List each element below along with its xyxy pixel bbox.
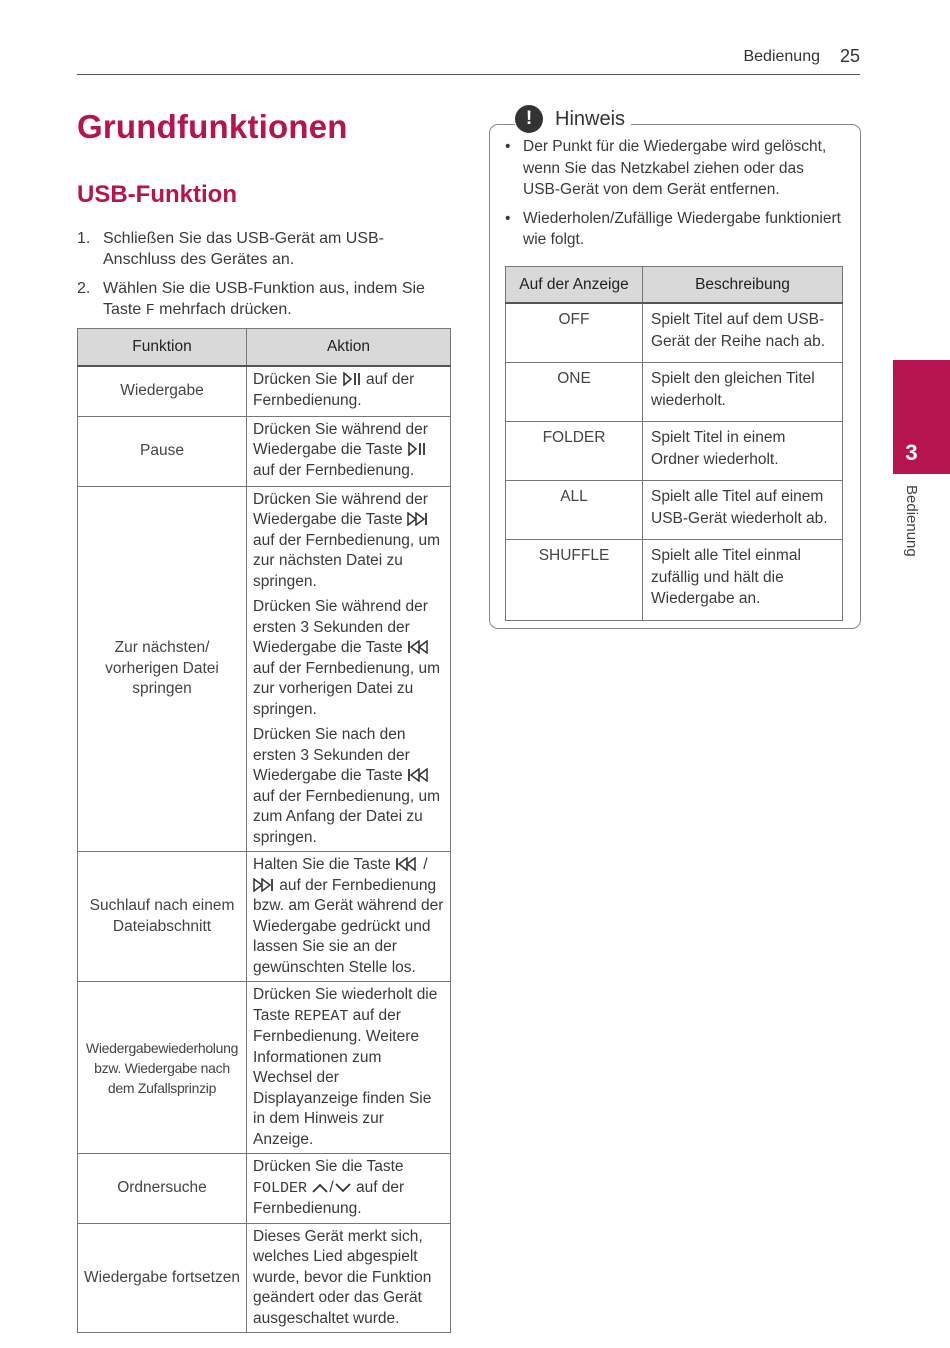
description-cell: Spielt den gleichen Titel wiederholt. <box>643 363 843 422</box>
display-cell: ONE <box>506 363 643 422</box>
action-paragraph <box>253 597 444 720</box>
function-cell: Wiedergabe <box>78 366 247 416</box>
step-number: 2. <box>77 280 91 297</box>
function-cell: Pause <box>78 416 247 486</box>
note-bullet: • Wiederholen/Zufällige Wiedergabe funktioniert wie folgt. <box>505 208 845 251</box>
key-label: REPEAT <box>294 1007 349 1025</box>
function-cell: Zur nächsten/ vorherigen Datei springen <box>78 486 247 852</box>
steps-list <box>77 228 452 329</box>
display-cell: FOLDER <box>506 422 643 481</box>
exclamation-icon: ! <box>515 105 543 133</box>
action-text: Halten Sie die Taste <box>253 856 395 873</box>
chapter-number: 3 <box>905 440 918 465</box>
table-row <box>506 303 843 363</box>
key-label: F <box>145 302 155 319</box>
table-header-row <box>78 329 451 367</box>
skip-previous-icon <box>407 640 429 654</box>
table-row <box>78 486 451 852</box>
note-bullet: • Der Punkt für die Wiedergabe wird gelöscht, wenn Sie das Netzkabel ziehen oder das USB-Gerät von dem Gerät entfernen. <box>505 136 845 201</box>
action-text: Drücken Sie <box>253 371 342 388</box>
slash-separator: / <box>329 1178 334 1196</box>
action-text: Drücken Sie während der ersten 3 Sekunden der Wiedergabe die Taste <box>253 598 428 656</box>
chevron-down-icon <box>334 1182 352 1194</box>
action-text: auf der Fernbedienung bzw. am Gerät während der Wiedergabe gedrückt und lassen Sie sie an der gewünschten Stelle los. <box>253 876 444 976</box>
function-cell: Wiedergabewiederholung bzw. Wiedergabe nach dem Zufallsprinzip <box>78 982 247 1154</box>
action-cell <box>247 416 451 486</box>
description-cell: Spielt Titel auf dem USB-Gerät der Reihe nach ab. <box>643 303 843 363</box>
chapter-label: Bedienung <box>903 485 920 557</box>
column-header: Beschreibung <box>643 267 843 304</box>
chevron-up-icon <box>311 1182 329 1194</box>
table-header-row <box>506 267 843 304</box>
display-cell: ALL <box>506 481 643 540</box>
play-pause-icon <box>342 372 362 386</box>
table-row <box>78 1154 451 1224</box>
table-row <box>506 481 843 540</box>
note-label: Hinweis <box>555 107 626 130</box>
header-section: Bedienung <box>743 48 820 65</box>
note-bullets <box>505 136 845 258</box>
step-text: mehrfach drücken. <box>154 301 292 318</box>
skip-previous-icon <box>395 857 419 871</box>
action-text: Drücken Sie während der Wiedergabe die Taste <box>253 420 428 458</box>
action-text: auf der Fernbedienung. <box>253 1178 405 1217</box>
slash-separator: / <box>418 856 428 873</box>
table-row <box>78 416 451 486</box>
step-text: Wählen Sie die USB-Funktion aus, indem Sie Taste <box>103 280 425 318</box>
page-title: Grundfunktionen <box>77 108 348 145</box>
play-pause-icon <box>407 442 427 456</box>
action-cell: Dieses Gerät merkt sich, welches Lied abgespielt wurde, bevor die Funktion geändert oder das Gerät ausgeschaltet wurde. <box>247 1223 451 1333</box>
action-paragraph <box>253 490 444 593</box>
action-text: Drücken Sie die Taste <box>253 1158 404 1175</box>
page-number: 25 <box>839 46 860 66</box>
page-header <box>77 40 860 75</box>
action-cell <box>247 852 451 982</box>
step-item <box>77 228 452 270</box>
action-cell <box>247 1154 451 1224</box>
skip-previous-icon <box>407 768 429 782</box>
action-cell <box>247 982 451 1154</box>
skip-next-icon <box>253 878 275 892</box>
key-label: FOLDER <box>253 1179 308 1197</box>
function-table <box>77 328 451 1333</box>
function-cell: Ordnersuche <box>78 1154 247 1224</box>
function-cell: Suchlauf nach einem Dateiabschnitt <box>78 852 247 982</box>
table-row <box>78 1223 451 1333</box>
step-item <box>77 278 452 321</box>
action-cell <box>247 366 451 416</box>
action-cell <box>247 486 451 852</box>
note-heading <box>515 104 631 134</box>
table-row <box>78 852 451 982</box>
display-cell: SHUFFLE <box>506 540 643 621</box>
action-text: Drücken Sie nach den ersten 3 Sekunden der Wiedergabe die Taste <box>253 726 410 784</box>
table-row <box>78 982 451 1154</box>
description-cell: Spielt Titel in einem Ordner wiederholt. <box>643 422 843 481</box>
action-paragraph <box>253 725 444 848</box>
action-text: auf der Fernbedienung, um zur vorherigen Datei zu springen. <box>253 659 440 718</box>
column-header: Funktion <box>78 329 247 367</box>
display-cell: OFF <box>506 303 643 363</box>
table-row <box>506 363 843 422</box>
skip-next-icon <box>407 512 429 526</box>
display-table <box>505 266 843 621</box>
column-header: Aktion <box>247 329 451 367</box>
table-row <box>78 366 451 416</box>
step-text: Schließen Sie das USB-Gerät am USB-Anschluss des Gerätes an. <box>103 230 384 268</box>
action-text: auf der Fernbedienung. <box>253 371 415 409</box>
section-title: USB-Funktion <box>77 181 237 208</box>
action-text: Drücken Sie während der Wiedergabe die Taste <box>253 490 428 528</box>
table-row <box>506 540 843 621</box>
table-row <box>506 422 843 481</box>
description-cell: Spielt alle Titel einmal zufällig und hält die Wiedergabe an. <box>643 540 843 621</box>
column-header: Auf der Anzeige <box>506 267 643 304</box>
step-number: 1. <box>77 230 91 247</box>
action-text: auf der Fernbedienung. Weitere Informationen zum Wechsel der Displayanzeige finden Sie in dem Hinweis zur Anzeige. <box>253 1006 432 1148</box>
action-text: auf der Fernbedienung, um zum Anfang der Datei zu springen. <box>253 787 440 846</box>
description-cell: Spielt alle Titel auf einem USB-Gerät wiederholt ab. <box>643 481 843 540</box>
action-text: Drücken Sie wiederholt die Taste <box>253 986 438 1024</box>
action-text: auf der Fernbedienung. <box>253 461 415 479</box>
function-cell: Wiedergabe fortsetzen <box>78 1223 247 1333</box>
action-text: auf der Fernbedienung, um zur nächsten Datei zu springen. <box>253 531 440 590</box>
